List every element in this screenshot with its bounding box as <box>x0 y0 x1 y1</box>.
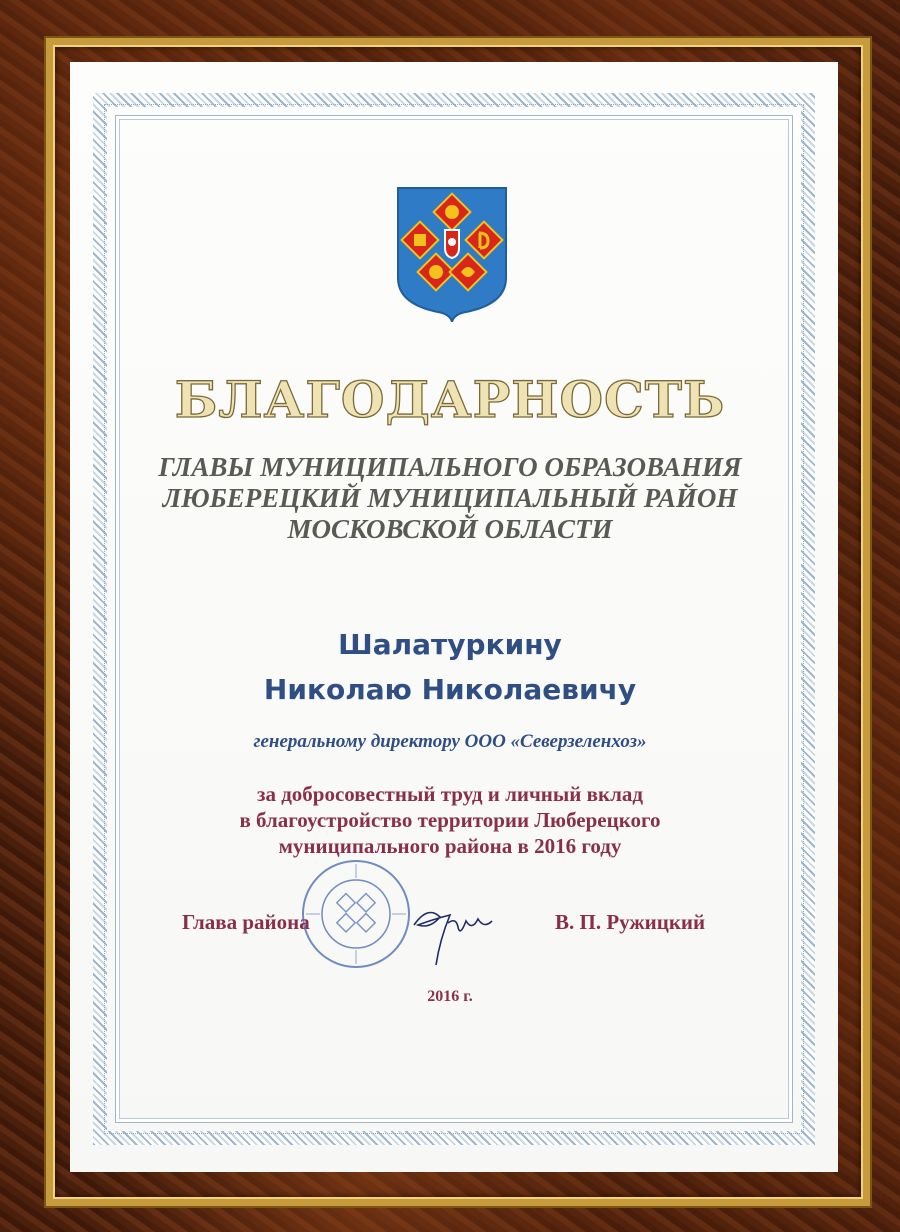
award-reason <box>150 781 750 859</box>
recipient-given-names: Николаю Николаевичу <box>263 673 637 706</box>
reason-line: в благоустройство территории Люберецкого <box>239 808 661 832</box>
coat-of-arms-icon <box>396 186 508 322</box>
reason-line: за добросовестный труд и личный вклад <box>257 782 643 806</box>
official-seal-icon <box>300 858 412 970</box>
signatory-title: Глава района <box>182 910 310 934</box>
issuer-line: ГЛАВЫ МУНИЦИПАЛЬНОГО ОБРАЗОВАНИЯ <box>158 452 742 482</box>
issuer-line: ЛЮБЕРЕЦКИЙ МУНИЦИПАЛЬНЫЙ РАЙОН <box>162 483 738 513</box>
handwritten-signature-icon <box>400 895 500 975</box>
signatory-name: В. П. Ружицкий <box>555 910 706 934</box>
recipient-position: генеральному директору ООО «Северзеленхоз» <box>253 731 647 752</box>
issuer-block <box>120 452 780 545</box>
certificate-title: БЛАГОДАРНОСТЬ <box>174 370 726 429</box>
recipient-surname: Шалатуркину <box>338 628 562 661</box>
certificate-year: 2016 г. <box>427 988 473 1005</box>
recipient-name <box>150 622 750 712</box>
reason-line: муниципального района в 2016 году <box>278 834 622 858</box>
issuer-line: МОСКОВСКОЙ ОБЛАСТИ <box>287 514 613 544</box>
